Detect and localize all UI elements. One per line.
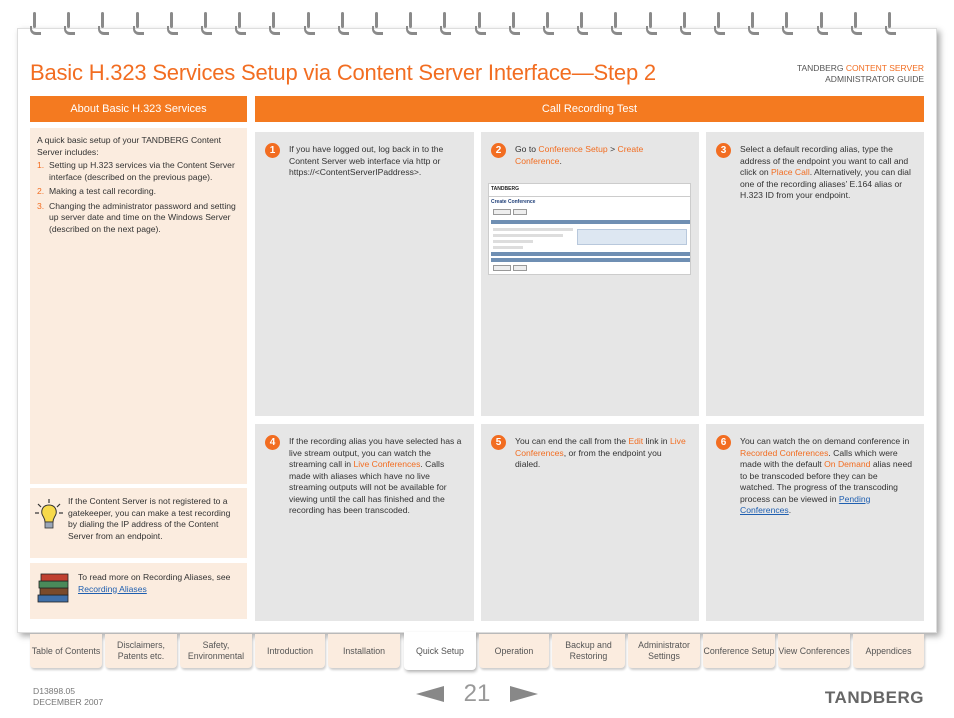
list-item: 3. Changing the administrator password and setting up server date and time on the Windows Server (described on the next page). [37,200,236,234]
next-page-arrow-icon[interactable] [510,686,538,702]
binding-ring [133,12,143,34]
step-text: You can watch the on demand conference in Recorded Conferences. Calls which were made with the default On Demand alias need to be transcoded before they can be watched. The progress of the transcoding process can be viewed in Pending Conferences. [740,436,913,515]
step-number-badge: 5 [491,435,506,450]
list-item: 1. Setting up H.323 services via the Content Server interface (described on the previous page). [37,160,235,182]
step-4 [255,424,474,621]
step-number-badge: 3 [716,143,731,158]
step-5 [481,424,699,621]
about-intro: A quick basic setup of your TANDBERG Content Server includes: [37,135,222,157]
step-number-badge: 6 [716,435,731,450]
page-title: Basic H.323 Services Setup via Content Server Interface—Step 2 [30,60,656,85]
step-text: You can end the call from the Edit link in Live Conferences, or from the endpoint you dialed. [515,436,686,469]
binding-ring [372,12,382,34]
mini-section-bar [491,252,690,256]
step-6 [706,424,924,621]
binding-ring [201,12,211,34]
books-icon [36,571,72,605]
right-section-header: Call Recording Test [255,96,924,122]
binding-ring [509,12,519,34]
mini-row [493,228,573,231]
tab-view-conferences[interactable]: View Conferences [778,634,850,668]
step-text: Select a default recording alias, type the address of the endpoint you want to call and click on Place Call. Alternatively, you can dial one of the recording aliases’ E.164 alias or H.323 ID from your endpoint. [740,144,911,200]
binding-ring [98,12,108,34]
tab-operation[interactable]: Operation [479,634,549,668]
binding-ring [714,12,724,34]
tab-conference-setup[interactable]: Conference Setup [703,634,775,668]
lightbulb-icon [35,498,63,532]
edit-link[interactable]: Edit [628,436,644,446]
document-info: D13898.05 DECEMBER 2007 [33,686,104,707]
conference-setup-link[interactable]: Conference Setup [538,144,608,154]
binding-ring [440,12,450,34]
mini-button [513,265,527,271]
step-3 [706,132,924,416]
tab-backup-restoring[interactable]: Backup and Restoring [552,634,625,668]
binding-ring [475,12,485,34]
mini-section-bar [491,258,690,262]
mini-button [493,265,511,271]
binding-ring [646,12,656,34]
tab-introduction[interactable]: Introduction [255,634,325,668]
pending-conferences-link[interactable]: Pending Conferences [740,493,871,515]
binding-ring [338,12,348,34]
on-demand-link[interactable]: On Demand [824,459,871,469]
mini-row [493,240,533,243]
step-text: If you have logged out, log back in to the Content Server web interface via http or https://<ContentServerIPaddress>. [289,144,444,177]
binding-ring [577,12,587,34]
recording-aliases-link[interactable]: Recording Aliases [78,583,147,594]
binding-ring [782,12,792,34]
step-number-badge: 2 [491,143,506,158]
step-text: Go to Conference Setup > Create Conference. [515,144,644,166]
step-text: If the recording alias you have selected has a live stream output, you can watch the streaming call in Live Conferences. Calls made with aliases which have no live streaming outputs will not be available for viewing until the call has finished and the recording has been transcoded. [289,436,462,515]
binding-ring [680,12,690,34]
tip-text: If the Content Server is not registered to a gatekeeper, you can make a test recording by dialing the IP address of the Content Server from an endpoint. [68,496,231,541]
binding-ring [851,12,861,34]
tandberg-logo: TANDBERG [824,688,924,707]
binding-ring [64,12,74,34]
tab-appendices[interactable]: Appendices [853,634,924,668]
binding-ring [269,12,279,34]
chapter-tabs [30,634,924,670]
tab-quick-setup[interactable]: Quick Setup [404,632,476,670]
create-conference-link[interactable]: Create Conference [515,144,644,166]
tab-installation[interactable]: Installation [328,634,400,668]
about-panel [30,128,247,484]
mini-row [493,234,563,237]
mini-section-bar [491,220,690,224]
tab-disclaimers[interactable]: Disclaimers, Patents etc. [105,634,177,668]
left-section-header: About Basic H.323 Services [30,96,247,122]
mini-button [493,209,511,215]
tab-table-of-contents[interactable]: Table of Contents [30,634,102,668]
mini-info-box [577,229,687,245]
binding-ring [304,12,314,34]
tip-panel [30,488,247,558]
read-more-panel [30,563,247,619]
live-conferences-link[interactable]: Live Conferences [515,436,686,458]
place-call-link[interactable]: Place Call [771,167,810,177]
binding-ring [235,12,245,34]
page-number: 21 [463,680,491,707]
step-number-badge: 1 [265,143,280,158]
binding-ring [167,12,177,34]
binding-ring [611,12,621,34]
binding-ring [817,12,827,34]
mini-nav-bar [489,192,690,197]
recorded-conferences-link[interactable]: Recorded Conferences [740,447,829,458]
previous-page-arrow-icon[interactable] [416,686,444,702]
tab-safety[interactable]: Safety, Environmental [180,634,252,668]
mini-logo: TANDBERG [491,186,519,192]
mini-button [513,209,527,215]
step-1 [255,132,474,416]
spiral-binding [30,12,920,34]
binding-ring [885,12,895,34]
read-more-text: To read more on Recording Aliases, see Recording Aliases [78,572,231,594]
binding-ring [543,12,553,34]
live-conferences-link[interactable]: Live Conferences [353,459,421,469]
binding-ring [30,12,40,34]
mini-title: Create Conference [491,199,536,205]
step-number-badge: 4 [265,435,280,450]
binding-ring [406,12,416,34]
list-item: 2. Making a test call recording. [37,186,156,196]
about-list [37,160,240,235]
pager [416,680,538,710]
mini-row [493,246,523,249]
tab-administrator-settings[interactable]: Administrator Settings [628,634,700,668]
binding-ring [748,12,758,34]
brand-header: TANDBERG CONTENT SERVER ADMINISTRATOR GUIDE [796,63,924,84]
create-conference-screenshot [488,183,691,275]
